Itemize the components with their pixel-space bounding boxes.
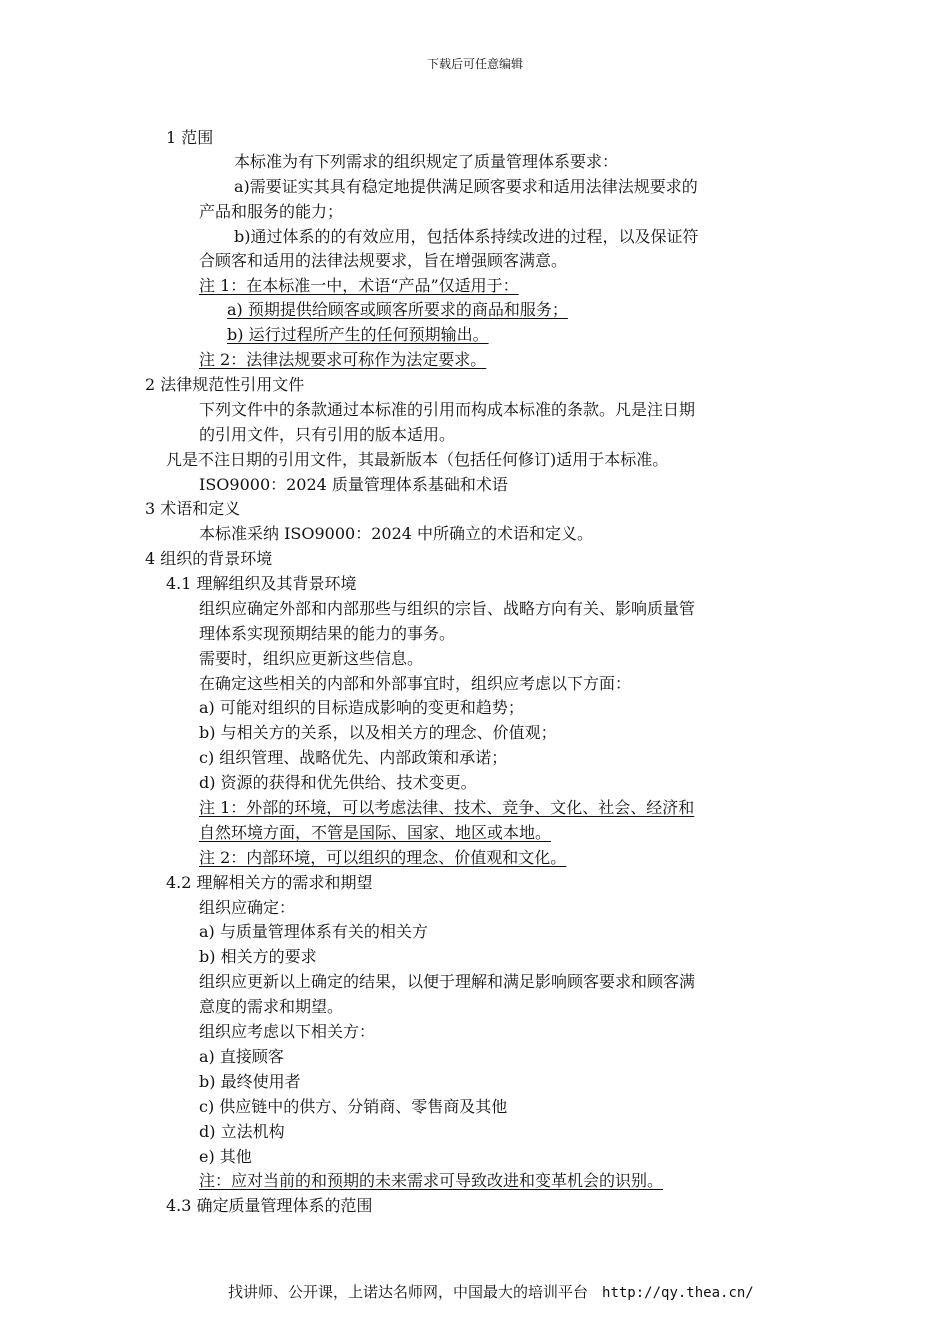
paragraph-line: 组织应确定外部和内部那些与组织的宗旨、战略方向有关、影响质量管 xyxy=(199,599,696,618)
paragraph-line: 合顾客和适用的法律法规要求，旨在增强顾客满意。 xyxy=(199,251,568,270)
list-item: a) 直接顾客 xyxy=(199,1047,284,1066)
paragraph-line: 本标准为有下列需求的组织规定了质量管理体系要求： xyxy=(234,152,619,171)
list-item: b)通过体系的的有效应用，包括体系持续改进的过程，以及保证符 xyxy=(234,227,699,246)
list-item: e) 其他 xyxy=(199,1147,252,1166)
note-line: 注 2：法律法规要求可称作为法定要求。 xyxy=(199,350,487,369)
paragraph-line: 产品和服务的能力； xyxy=(199,202,344,221)
paragraph-line: 组织应确定： xyxy=(199,898,296,917)
paragraph-line: 组织应考虑以下相关方： xyxy=(199,1022,376,1041)
list-item: c) 组织管理、战略优先、内部政策和承诺； xyxy=(199,748,508,767)
section-heading: 3 术语和定义 xyxy=(145,499,241,518)
section-heading: 4 组织的背景环境 xyxy=(145,549,273,568)
list-item: d) 资源的获得和优先供给、技术变更。 xyxy=(199,773,477,792)
page-footer xyxy=(228,1281,754,1302)
list-item: a)需要证实其具有稳定地提供满足顾客要求和适用法律法规要求的 xyxy=(234,177,698,196)
footer-text: 找讲师、公开课，上诺达名师网，中国最大的培训平台 xyxy=(228,1283,589,1301)
subsection-heading: 4.1 理解组织及其背景环境 xyxy=(166,574,357,593)
note-line: 注 1：外部的环境，可以考虑法律、技术、竞争、文化、社会、经济和 xyxy=(199,798,695,817)
paragraph-line: 需要时，组织应更新这些信息。 xyxy=(199,649,424,668)
list-item: a) 与质量管理体系有关的相关方 xyxy=(199,922,428,941)
list-item: d) 立法机构 xyxy=(199,1122,285,1141)
paragraph-line: 凡是不注日期的引用文件，其最新版本（包括任何修订)适用于本标准。 xyxy=(166,450,669,469)
paragraph-line: 下列文件中的条款通过本标准的引用而构成本标准的条款。凡是注日期 xyxy=(199,400,696,419)
note-line: 注 2：内部环境，可以组织的理念、价值观和文化。 xyxy=(199,848,567,867)
list-item: c) 供应链中的供方、分销商、零售商及其他 xyxy=(199,1097,508,1116)
note-item: b) 运行过程所产生的任何预期输出。 xyxy=(227,325,489,344)
note-line: 自然环境方面，不管是国际、国家、地区或本地。 xyxy=(199,823,552,842)
note-item: a) 预期提供给顾客或顾客所要求的商品和服务； xyxy=(227,300,568,319)
footer-url[interactable]: http://qy.thea.cn/ xyxy=(602,1285,754,1301)
list-item: b) 与相关方的关系，以及相关方的理念、价值观； xyxy=(199,723,557,742)
page-header: 下载后可任意编辑 xyxy=(426,57,523,71)
paragraph-line: 的引用文件，只有引用的版本适用。 xyxy=(199,425,456,444)
section-heading: 1 范围 xyxy=(166,128,214,147)
paragraph-line: ISO9000：2024 质量管理体系基础和术语 xyxy=(199,475,508,494)
paragraph-line: 本标准采纳 ISO9000：2024 中所确立的术语和定义。 xyxy=(199,524,594,543)
list-item: b) 最终使用者 xyxy=(199,1072,301,1091)
paragraph-line: 在确定这些相关的内部和外部事宜时，组织应考虑以下方面： xyxy=(199,674,632,693)
paragraph-line: 理体系实现预期结果的能力的事务。 xyxy=(199,624,456,643)
subsection-heading: 4.2 理解相关方的需求和期望 xyxy=(166,873,373,892)
list-item: a) 可能对组织的目标造成影响的变更和趋势； xyxy=(199,698,524,717)
subsection-heading: 4.3 确定质量管理体系的范围 xyxy=(166,1196,373,1215)
note-line: 注 1：在本标准一中，术语“产品”仅适用于： xyxy=(199,276,519,295)
note-line: 注：应对当前的和预期的未来需求可导致改进和变革机会的识别。 xyxy=(199,1171,664,1190)
paragraph-line: 组织应更新以上确定的结果，以便于理解和满足影响顾客要求和顾客满 xyxy=(199,972,696,991)
paragraph-line: 意度的需求和期望。 xyxy=(199,997,344,1016)
list-item: b) 相关方的要求 xyxy=(199,947,317,966)
section-heading: 2 法律规范性引用文件 xyxy=(145,375,305,394)
